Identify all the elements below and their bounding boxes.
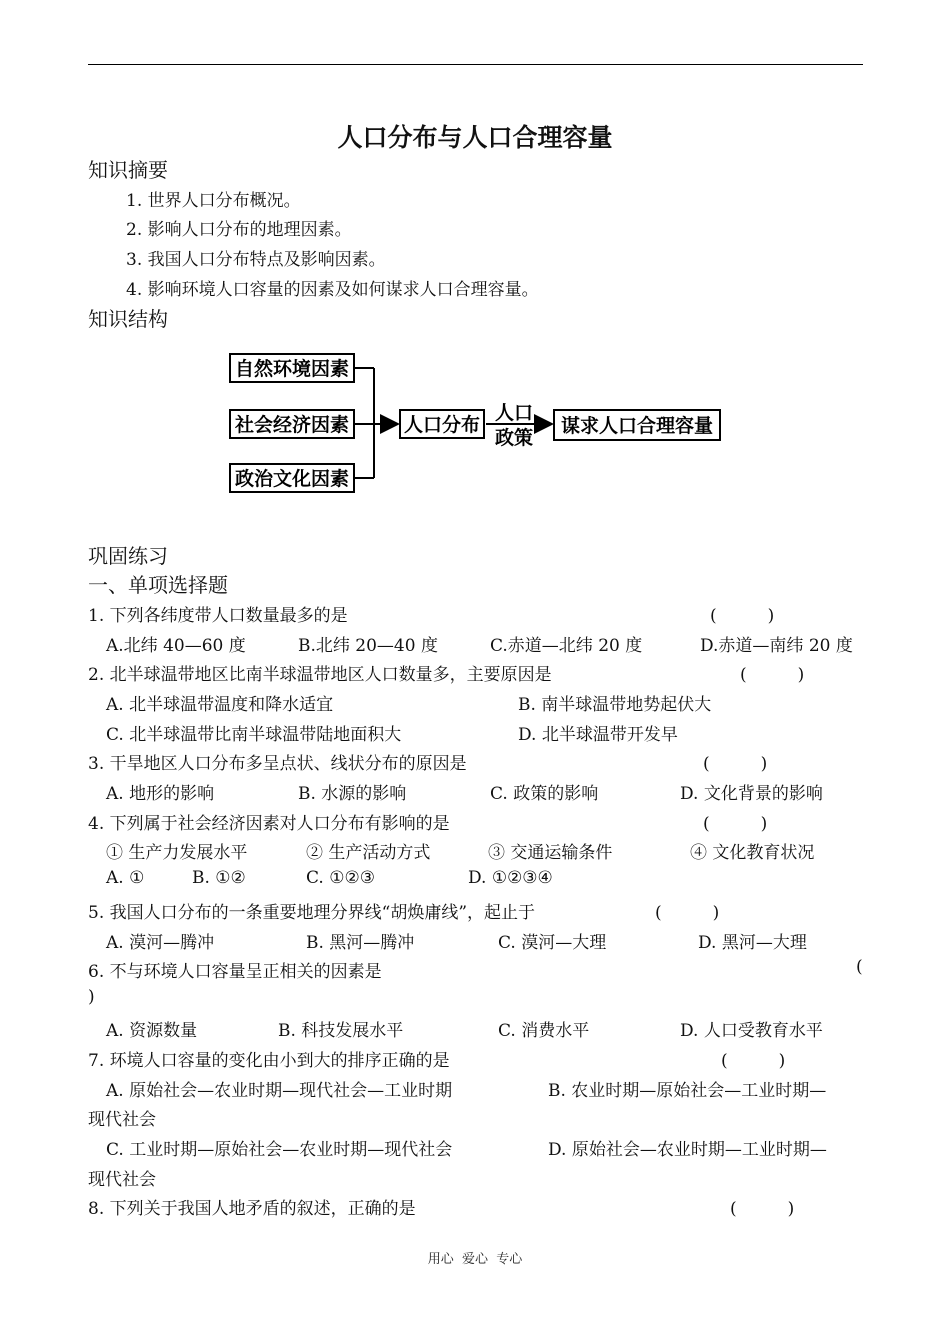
box-population-distribution-label: 人口分布 [403,414,481,436]
header-rule [88,64,863,65]
structure-heading: 知识结构 [88,307,168,331]
q5-option-a: A. 漠河—腾冲 [106,933,215,953]
q3-option-a: A. 地形的影响 [106,784,215,804]
q7-option-d: D. 原始社会—农业时期—工业时期— [548,1140,827,1160]
question-1-answer-blank: ( ) [710,606,775,626]
box-social-economic-label: 社会经济因素 [234,414,350,436]
q1-option-d: D.赤道—南纬 20 度 [700,636,853,656]
q7-option-b: B. 农业时期—原始社会—工业时期— [548,1081,827,1101]
summary-item-4: 4. 影响环境人口容量的因素及如何谋求人口合理容量。 [126,280,539,300]
q4-item-2: ② 生产活动方式 [306,843,431,863]
question-5-stem: 5. 我国人口分布的一条重要地理分界线“胡焕庸线”，起止于 [88,903,536,923]
q4-option-b: B. ①② [192,868,246,888]
q5-option-c: C. 漠河—大理 [498,933,607,953]
q2-option-b: B. 南半球温带地势起伏大 [518,695,712,715]
q4-option-a: A. ① [106,868,145,888]
q4-item-4: ④ 文化教育状况 [690,843,815,863]
question-4-stem: 4. 下列属于社会经济因素对人口分布有影响的是 [88,814,450,834]
q4-option-d: D. ①②③④ [468,868,553,888]
q6-option-a: A. 资源数量 [106,1021,198,1041]
summary-item-1: 1. 世界人口分布概况。 [126,191,301,211]
question-7-answer-blank: ( ) [721,1051,786,1071]
box-political-cultural-label: 政治文化因素 [234,468,350,490]
q1-option-c: C.赤道—北纬 20 度 [490,636,643,656]
q3-option-d: D. 文化背景的影响 [680,784,823,804]
box-natural-environment-label: 自然环境因素 [234,358,350,380]
question-6-paren-close: ) [88,987,95,1007]
question-8-answer-blank: ( ) [730,1199,795,1219]
q2-option-c: C. 北半球温带比南半球温带陆地面积大 [106,725,402,745]
box-reasonable-capacity-label: 谋求人口合理容量 [560,415,714,437]
q1-option-a: A.北纬 40—60 度 [106,636,246,656]
q7-option-b-continued: 现代社会 [88,1110,156,1130]
question-2-answer-blank: ( ) [740,665,805,685]
practice-heading: 巩固练习 [88,544,168,568]
question-3-stem: 3. 干旱地区人口分布多呈点状、线状分布的原因是 [88,754,467,774]
q4-item-3: ③ 交通运输条件 [488,843,613,863]
arrow-label-bottom: 政策 [494,427,534,449]
question-1-stem: 1. 下列各纬度带人口数量最多的是 [88,606,348,626]
summary-item-3: 3. 我国人口分布特点及影响因素。 [126,250,386,270]
q2-option-a: A. 北半球温带温度和降水适宜 [106,695,334,715]
q7-option-d-continued: 现代社会 [88,1170,156,1190]
question-2-stem: 2. 北半球温带地区比南半球温带地区人口数量多，主要原因是 [88,665,552,685]
summary-item-2: 2. 影响人口分布的地理因素。 [126,220,352,240]
question-6-stem: 6. 不与环境人口容量呈正相关的因素是 [88,962,382,982]
q6-option-b: B. 科技发展水平 [278,1021,404,1041]
q7-option-c: C. 工业时期—原始社会—农业时期—现代社会 [106,1140,453,1160]
q4-option-c: C. ①②③ [306,868,375,888]
q6-option-c: C. 消费水平 [498,1021,590,1041]
q5-option-b: B. 黑河—腾冲 [306,933,415,953]
page-title: 人口分布与人口合理容量 [337,123,613,152]
q7-option-a: A. 原始社会—农业时期—现代社会—工业时期 [106,1081,453,1101]
section-heading: 一、单项选择题 [88,573,228,597]
q3-option-c: C. 政策的影响 [490,784,599,804]
q4-item-1: ① 生产力发展水平 [106,843,248,863]
q2-option-d: D. 北半球温带开发早 [518,725,678,745]
question-7-stem: 7. 环境人口容量的变化由小到大的排序正确的是 [88,1051,450,1071]
q1-option-b: B.北纬 20—40 度 [298,636,438,656]
question-3-answer-blank: ( ) [703,754,768,774]
knowledge-structure-diagram [220,340,740,500]
q5-option-d: D. 黑河—大理 [698,933,807,953]
question-8-stem: 8. 下列关于我国人地矛盾的叙述，正确的是 [88,1199,416,1219]
question-4-answer-blank: ( ) [703,814,768,834]
q3-option-b: B. 水源的影响 [298,784,407,804]
question-5-answer-blank: ( ) [655,903,720,923]
summary-heading: 知识摘要 [88,158,168,182]
page-footer: 用心 爱心 专心 [427,1252,523,1267]
q6-option-d: D. 人口受教育水平 [680,1021,823,1041]
arrow-label-top: 人口 [494,402,534,424]
question-6-paren-open: ( [856,957,863,977]
